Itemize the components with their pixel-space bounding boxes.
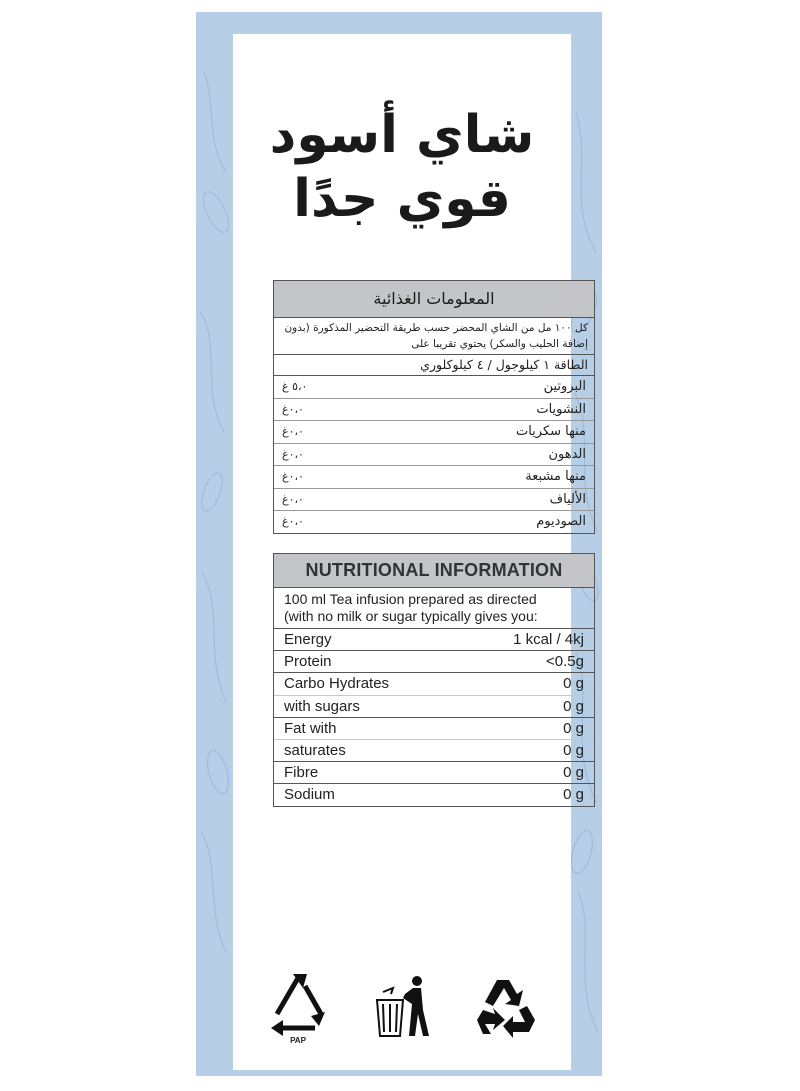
arabic-table-row — [274, 511, 594, 533]
english-row-value: 0 g — [563, 675, 584, 693]
arabic-row-value: ٠،٠غ — [282, 425, 304, 439]
arabic-row-value: ٠،٠غ — [282, 492, 304, 506]
english-rows — [274, 629, 594, 806]
arabic-table-row — [274, 421, 594, 444]
tidyman-bin-icon — [373, 974, 433, 1040]
arabic-row-label: الألياف — [549, 491, 586, 507]
label-card — [233, 34, 588, 1070]
arabic-row-label: منها سكريات — [515, 424, 586, 440]
mobius-recycle-icon — [473, 976, 539, 1040]
english-row-label: Carbo Hydrates — [284, 675, 390, 693]
english-nutrition-table — [273, 553, 595, 807]
english-table-row — [274, 629, 594, 651]
english-row-label: Fat with — [284, 719, 337, 737]
arabic-row-label: الصوديوم — [536, 514, 586, 530]
english-intro-line1: 100 ml Tea infusion prepared as directed — [284, 591, 537, 607]
arabic-table-row — [274, 466, 594, 489]
english-row-label: Fibre — [284, 764, 319, 782]
arabic-rows — [274, 376, 594, 533]
arabic-row-label: البروتين — [543, 379, 586, 395]
english-row-value: 0 g — [563, 764, 584, 782]
english-row-value: 0 g — [563, 697, 584, 715]
arabic-row-label: النشويات — [536, 401, 586, 417]
english-table-intro — [274, 588, 594, 629]
arabic-table-row — [274, 444, 594, 467]
footer-icons — [233, 964, 571, 1054]
packaging-side-panel — [196, 12, 602, 1076]
arabic-nutrition-table — [273, 280, 595, 534]
english-table-header: NUTRITIONAL INFORMATION — [274, 554, 594, 588]
english-intro-line2: (with no milk or sugar typically gives you: — [284, 608, 538, 624]
arabic-table-row — [274, 489, 594, 512]
arabic-table-header: المعلومات الغذائية — [274, 281, 594, 318]
arabic-row-value: ٠،٠غ — [282, 402, 304, 416]
arabic-table-row — [274, 376, 594, 399]
product-title-line2: قوي جدًا — [293, 169, 511, 229]
arabic-energy-row: الطاقة ١ كيلوجول / ٤ كيلوكلوري — [274, 355, 594, 376]
arabic-row-value: ٠،٠غ — [282, 447, 304, 461]
english-table-row — [274, 651, 594, 673]
arabic-row-value: ٠،٠غ — [282, 515, 304, 529]
english-row-label: Sodium — [284, 786, 335, 804]
english-table-row — [274, 696, 594, 718]
english-row-value: 0 g — [563, 719, 584, 737]
english-row-label: with sugars — [284, 697, 360, 715]
arabic-table-row — [274, 399, 594, 422]
english-table-row — [274, 718, 594, 740]
arabic-row-label: الدهون — [548, 446, 586, 462]
english-row-label: saturates — [284, 742, 346, 760]
english-row-value: 0 g — [563, 742, 584, 760]
arabic-table-intro: كل ١٠٠ مل من الشاي المحضر حسب طريقة التحضير المذكورة (بدون إضافة الحليب والسكر) يحتوي تقريبا على — [274, 318, 594, 355]
english-row-value: <0.5g — [546, 653, 584, 671]
english-table-row — [274, 673, 594, 695]
english-row-value: 0 g — [563, 786, 584, 804]
arabic-row-label: منها مشبعة — [525, 469, 586, 485]
english-row-label: Protein — [284, 653, 332, 671]
pap-label: PAP — [290, 1036, 306, 1045]
pap-recycle-icon — [265, 972, 331, 1044]
english-row-label: Energy — [284, 631, 332, 649]
english-row-value: 1 kcal / 4kj — [513, 631, 584, 649]
english-table-row — [274, 740, 594, 762]
english-table-row — [274, 762, 594, 784]
english-table-row — [274, 784, 594, 805]
arabic-row-value: ٥،٠ غ — [282, 380, 308, 394]
arabic-row-value: ٠،٠غ — [282, 470, 304, 484]
product-title-line1: شاي أسود — [269, 105, 535, 165]
